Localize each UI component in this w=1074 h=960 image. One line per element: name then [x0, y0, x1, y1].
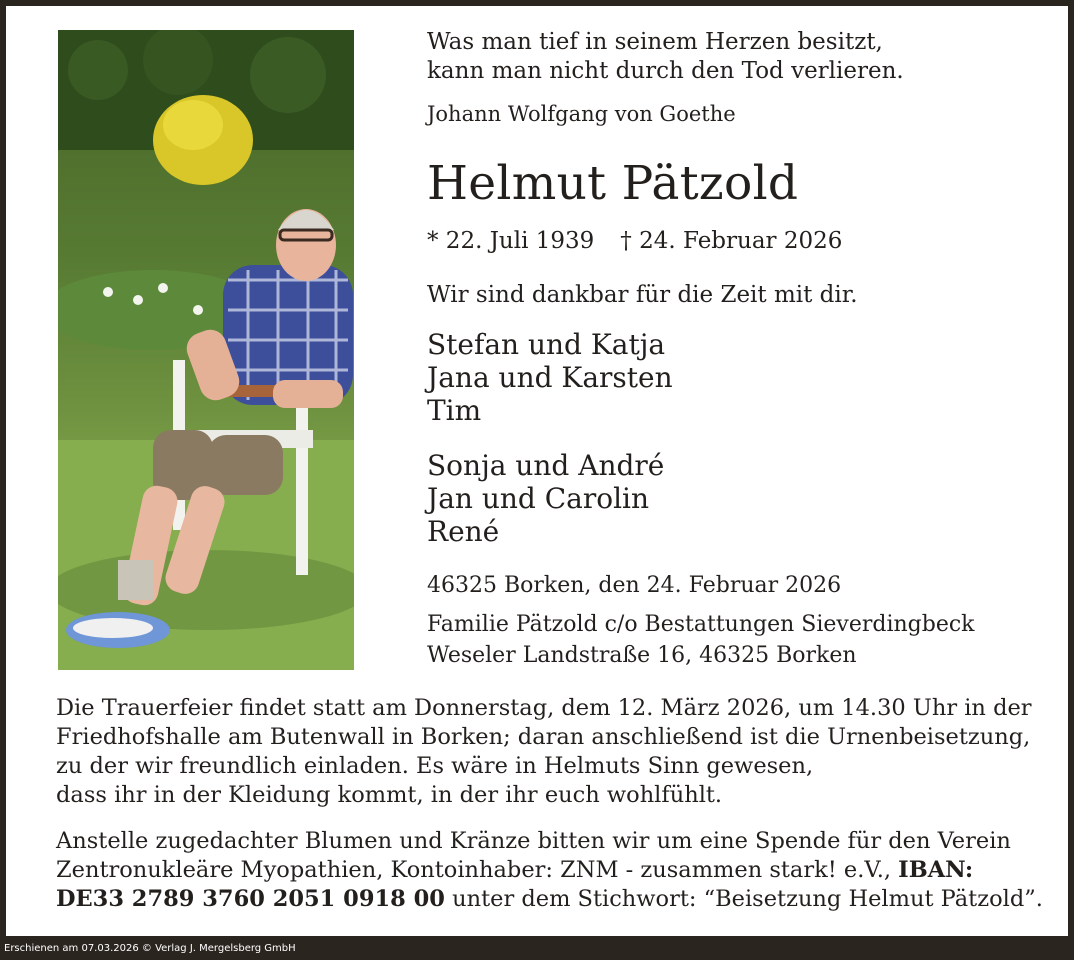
family-group-1-line-2: Jana und Karsten	[427, 361, 673, 394]
donation-line-3	[56, 885, 1043, 914]
donation-account-text: Zentronukleäre Myopathien, Kontoinhaber: ZNM - zusammen stark! e.V.,	[56, 857, 899, 883]
birth-date: * 22. Juli 1939	[427, 228, 595, 254]
deceased-name: Helmut Pätzold	[427, 156, 799, 211]
address-line-1: Familie Pätzold c/o Bestattungen Sieverdingbeck	[427, 612, 975, 637]
donation-line-2	[56, 856, 973, 885]
ceremony-line-1: Die Trauerfeier findet statt am Donnerstag, dem 12. März 2026, um 14.30 Uhr in der	[56, 695, 1032, 721]
family-group-1-line-1: Stefan und Katja	[427, 328, 666, 361]
family-group-2-line-3: René	[427, 515, 500, 548]
death-date: † 24. Februar 2026	[620, 228, 843, 254]
life-dates	[427, 228, 842, 254]
iban-number: DE33 2789 3760 2051 0918 00	[56, 886, 445, 912]
thanks-line: Wir sind dankbar für die Zeit mit dir.	[427, 282, 858, 308]
family-group-1-line-3: Tim	[427, 394, 482, 427]
iban-label: IBAN:	[898, 857, 974, 883]
donation-line-1: Anstelle zugedachter Blumen und Kränze bitten wir um eine Spende für den Verein	[56, 828, 1011, 854]
portrait-photo	[58, 30, 354, 670]
place-date: 46325 Borken, den 24. Februar 2026	[427, 573, 842, 598]
obituary-notice	[6, 6, 1068, 936]
family-group-2-line-2: Jan und Carolin	[427, 482, 650, 515]
garden-portrait-illustration	[58, 30, 354, 670]
donation-keyword-text: unter dem Stichwort: “Beisetzung Helmut Pätzold”.	[444, 886, 1043, 912]
ceremony-line-2: Friedhofshalle am Butenwall in Borken; daran anschließend ist die Urnenbeisetzung,	[56, 724, 1031, 750]
quote-author: Johann Wolfgang von Goethe	[427, 102, 736, 126]
ceremony-line-3: zu der wir freundlich einladen. Es wäre in Helmuts Sinn gewesen,	[56, 753, 814, 779]
quote-line-2: kann man nicht durch den Tod verlieren.	[427, 58, 904, 84]
family-group-2-line-1: Sonja und André	[427, 449, 665, 482]
publication-footer: Erschienen am 07.03.2026 © Verlag J. Mergelsberg GmbH	[4, 943, 296, 954]
address-line-2: Weseler Landstraße 16, 46325 Borken	[427, 643, 857, 668]
ceremony-line-4: dass ihr in der Kleidung kommt, in der ihr euch wohlfühlt.	[56, 782, 723, 808]
quote-line-1: Was man tief in seinem Herzen besitzt,	[427, 29, 883, 55]
